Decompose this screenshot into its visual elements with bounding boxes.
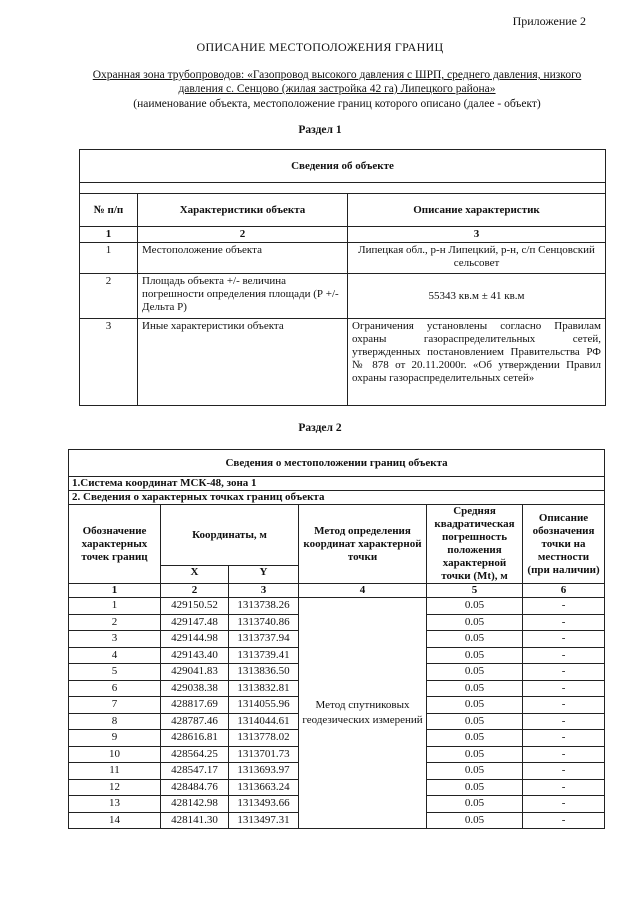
point-accuracy: 0.05 [427,631,523,648]
point-y: 1313778.02 [229,730,299,747]
col-number: 6 [523,584,605,598]
point-number: 1 [69,598,161,615]
point-accuracy: 0.05 [427,763,523,780]
point-x: 429143.40 [161,647,229,664]
row-number: 2 [80,274,138,319]
point-y: 1313693.97 [229,763,299,780]
point-description: - [523,614,605,631]
point-description: - [523,796,605,813]
table-title: Сведения об объекте [80,150,606,183]
table-row [80,319,606,406]
point-accuracy: 0.05 [427,779,523,796]
point-y: 1313836.50 [229,664,299,681]
point-y: 1314055.96 [229,697,299,714]
point-description: - [523,713,605,730]
point-x: 428817.69 [161,697,229,714]
page-title: ОПИСАНИЕ МЕСТОПОЛОЖЕНИЯ ГРАНИЦ [196,40,444,54]
point-accuracy: 0.05 [427,680,523,697]
table-row [80,274,606,319]
point-y: 1313740.86 [229,614,299,631]
object-name-note: (наименование объекта, местоположение границ которого описано (далее - объект) [133,98,541,110]
col-number: 1 [69,584,161,598]
col-number: 1 [80,227,138,243]
row-name: Иные характеристики объекта [138,319,348,406]
point-x: 428616.81 [161,730,229,747]
section1-title: Раздел 1 [298,124,342,136]
point-y: 1313737.94 [229,631,299,648]
point-number: 7 [69,697,161,714]
col-header-point: Обозначение характерных точек границ [69,505,161,584]
col-header-accuracy: Средняя квадратическая погрешность положения характерной точки (Mt), м [427,505,523,584]
point-x: 428142.98 [161,796,229,813]
point-x: 429147.48 [161,614,229,631]
row-description: Липецкая обл., р-н Липецкий, р-н, с/п Сенцовский сельсовет [348,243,606,274]
point-number: 12 [69,779,161,796]
point-y: 1313701.73 [229,746,299,763]
point-description: - [523,697,605,714]
point-description: - [523,664,605,681]
point-y: 1313738.26 [229,598,299,615]
col-header-description: Описание обозначения точки на местности (при наличии) [523,505,605,584]
points-title: 2. Сведения о характерных точках границ объекта [69,491,605,505]
point-description: - [523,598,605,615]
point-description: - [523,647,605,664]
point-number: 13 [69,796,161,813]
row-name: Местоположение объекта [138,243,348,274]
col-header-coords: Координаты, м [161,505,299,566]
point-number: 3 [69,631,161,648]
point-number: 8 [69,713,161,730]
point-accuracy: 0.05 [427,730,523,747]
col-number: 3 [229,584,299,598]
point-description: - [523,746,605,763]
point-description: - [523,730,605,747]
point-y: 1314044.61 [229,713,299,730]
object-info-table [79,149,606,406]
point-x: 428484.76 [161,779,229,796]
point-x: 429150.52 [161,598,229,615]
point-number: 10 [69,746,161,763]
col-header-method: Метод определения координат характерной точки [299,505,427,584]
point-x: 428564.25 [161,746,229,763]
col-header-y: Y [229,566,299,584]
point-y: 1313493.66 [229,796,299,813]
point-accuracy: 0.05 [427,697,523,714]
appendix-label: Приложение 2 [512,14,586,28]
point-description: - [523,779,605,796]
boundary-points-table [68,449,605,829]
row-number: 1 [80,243,138,274]
point-description: - [523,631,605,648]
point-accuracy: 0.05 [427,614,523,631]
point-x: 429038.38 [161,680,229,697]
col-number: 2 [138,227,348,243]
spacer-row [80,183,606,194]
col-number: 4 [299,584,427,598]
point-number: 14 [69,812,161,829]
point-accuracy: 0.05 [427,713,523,730]
point-number: 2 [69,614,161,631]
point-number: 9 [69,730,161,747]
row-name: Площадь объекта +/- величина погрешности определения площади (Р +/- Дельта Р) [138,274,348,319]
point-x: 429144.98 [161,631,229,648]
col-header-characteristic: Характеристики объекта [138,194,348,227]
table-row [80,243,606,274]
point-description: - [523,812,605,829]
row-description: 55343 кв.м ± 41 кв.м [348,274,606,319]
table-title: Сведения о местоположении границ объекта [69,450,605,477]
point-y: 1313497.31 [229,812,299,829]
method-cell: Метод спутниковых геодезических измерений [299,598,427,829]
col-header-number: № п/п [80,194,138,227]
col-number: 2 [161,584,229,598]
point-accuracy: 0.05 [427,664,523,681]
point-accuracy: 0.05 [427,796,523,813]
col-header-description: Описание характеристик [348,194,606,227]
point-x: 428547.17 [161,763,229,780]
point-description: - [523,680,605,697]
point-x: 428787.46 [161,713,229,730]
object-name: Охранная зона трубопроводов: «Газопровод высокого давления с ШРП, среднего давления, низкого давления с. Сенцово (жилая застройка 42 га) Липецкого района» [92,69,582,95]
section2-title: Раздел 2 [298,422,342,434]
point-y: 1313832.81 [229,680,299,697]
row-description: Ограничения установлены согласно Правилам охраны газораспределительных сетей, утвержденных постановлением Правительства РФ № 878 от 20.11.2000г. «Об утверждении Правил охраны газораспределительных сетей» [348,319,606,406]
point-number: 6 [69,680,161,697]
col-number: 3 [348,227,606,243]
point-accuracy: 0.05 [427,812,523,829]
point-x: 428141.30 [161,812,229,829]
point-accuracy: 0.05 [427,598,523,615]
row-number: 3 [80,319,138,406]
point-description: - [523,763,605,780]
point-x: 429041.83 [161,664,229,681]
col-header-x: X [161,566,229,584]
point-y: 1313663.24 [229,779,299,796]
point-y: 1313739.41 [229,647,299,664]
point-accuracy: 0.05 [427,746,523,763]
point-number: 4 [69,647,161,664]
point-number: 5 [69,664,161,681]
col-number: 5 [427,584,523,598]
table-row [69,598,605,615]
point-accuracy: 0.05 [427,647,523,664]
coordinate-system: 1.Система координат МСК-48, зона 1 [69,477,605,491]
point-number: 11 [69,763,161,780]
